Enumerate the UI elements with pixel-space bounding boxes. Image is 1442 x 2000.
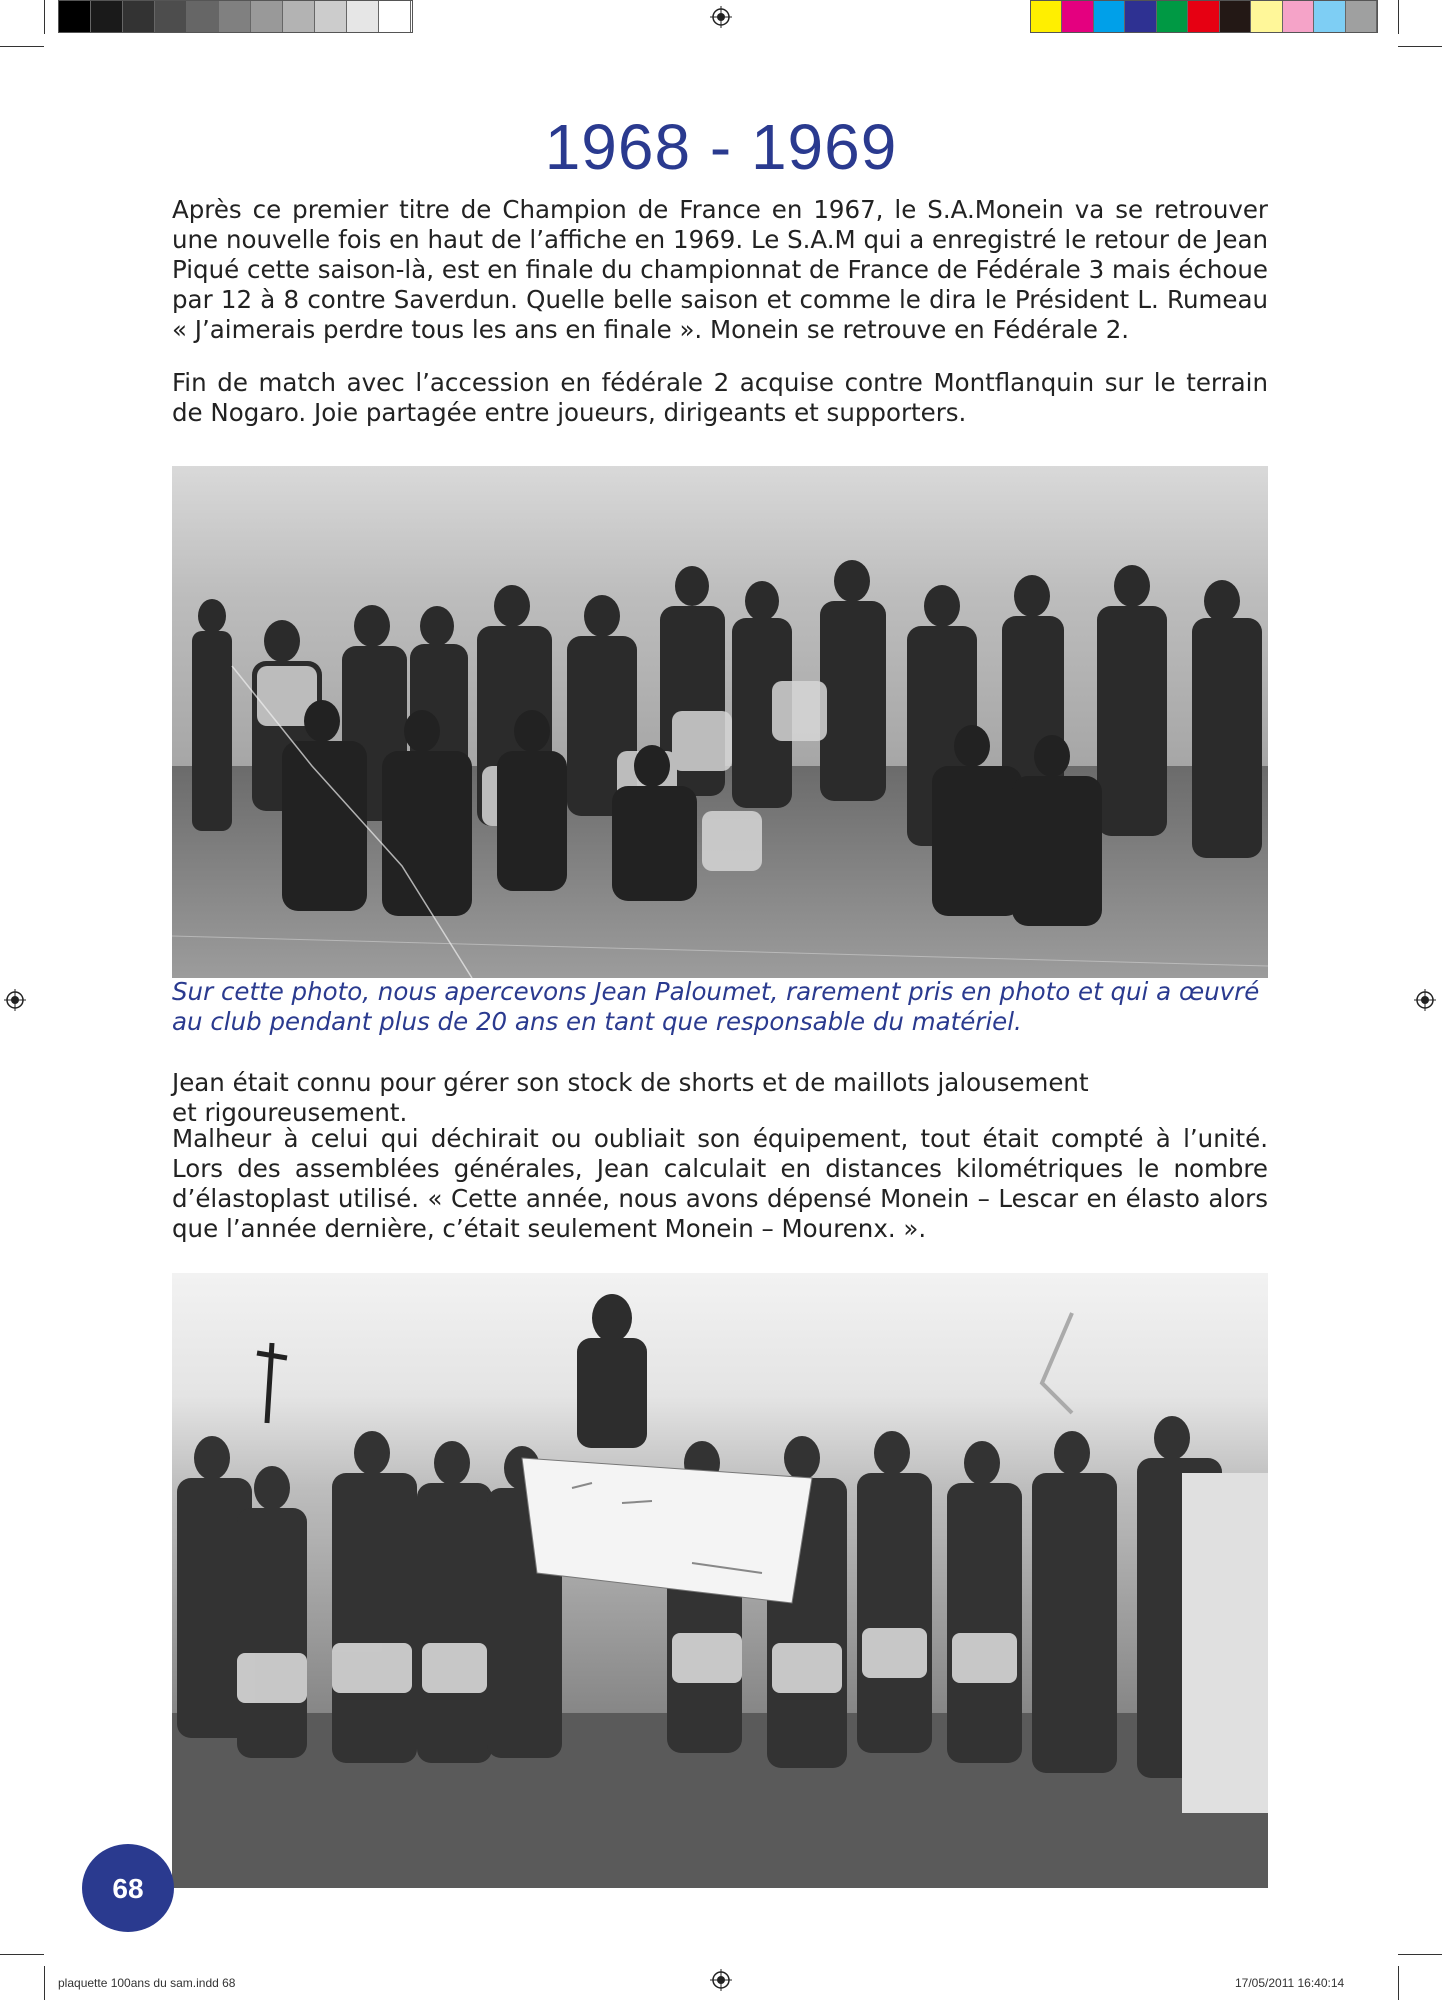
crop-mark (44, 0, 45, 34)
gray-swatch (91, 1, 123, 32)
crop-mark (1398, 1954, 1442, 1955)
page-number: 68 (112, 1873, 144, 1904)
crop-mark (1398, 0, 1399, 34)
gray-swatch (187, 1, 219, 32)
gray-swatch (155, 1, 187, 32)
players-carrying-banner-photo (172, 1273, 1268, 1888)
gray-swatch (219, 1, 251, 32)
gray-swatch (283, 1, 315, 32)
gray-swatch (123, 1, 155, 32)
color-swatch (1062, 1, 1093, 32)
gray-swatch (251, 1, 283, 32)
crop-mark (1398, 46, 1442, 47)
jean-paragraph: Jean était connu pour gérer son stock de shorts et de maillots jalousement et rigoureusement. (172, 1068, 1089, 1127)
malheur-paragraph: Malheur à celui qui déchirait ou oubliait son équipement, tout était compté à l’unité. Lors des assemblées générales, Jean calculait en distances kilométriques le nombre d’élastoplast utilisé. « Cette année, nous avons dépensé Monein – Lescar en élasto alors que l’année dernière, c’était seulement Monein – Mourenx. ». (172, 1124, 1268, 1243)
color-swatch (1031, 1, 1062, 32)
page-title: 1968 - 1969 (544, 111, 898, 183)
grayscale-color-bar (58, 0, 413, 33)
color-swatch (1346, 1, 1377, 32)
color-swatch (1283, 1, 1314, 32)
registration-mark-icon (710, 6, 732, 28)
footer-timestamp: 17/05/2011 16:40:14 (1235, 1976, 1345, 1990)
cmyk-color-bar (1030, 0, 1378, 33)
crop-mark (0, 46, 44, 47)
gray-swatch (347, 1, 379, 32)
match-paragraph: Fin de match avec l’accession en fédérale 2 acquise contre Montflanquin sur le terrain de Nogaro. Joie partagée entre joueurs, dirigeants et supporters. (172, 368, 1268, 427)
crop-mark (1398, 1966, 1399, 2000)
gray-swatch (379, 1, 411, 32)
footer-filename: plaquette 100ans du sam.indd 68 (58, 1976, 236, 1990)
crop-mark (44, 1966, 45, 2000)
color-swatch (1251, 1, 1282, 32)
color-swatch (1220, 1, 1251, 32)
intro-paragraph: Après ce premier titre de Champion de France en 1967, le S.A.Monein va se retrouver une nouvelle fois en haut de l’affiche en 1969. Le S.A.M qui a enregistré le retour de Jean Piqué cette saison-là, est en finale du championnat de France de Fédérale 3 mais échoue par 12 à 8 contre Saverdun. Quelle belle saison et comme le dira le Président L. Rumeau « J’aimerais perdre tous les ans en finale ». Monein se retrouve en Fédérale 2. (172, 195, 1268, 344)
color-swatch (1188, 1, 1219, 32)
color-swatch (1314, 1, 1345, 32)
registration-mark-icon (4, 989, 26, 1011)
registration-mark-icon (710, 1969, 732, 1991)
team-celebration-photo (172, 466, 1268, 978)
color-swatch (1157, 1, 1188, 32)
registration-mark-icon (1414, 989, 1436, 1011)
color-swatch (1094, 1, 1125, 32)
photo-caption: Sur cette photo, nous apercevons Jean Paloumet, rarement pris en photo et qui a œuvré au club pendant plus de 20 ans en tant que responsable du matériel. (172, 977, 1260, 1036)
color-swatch (1125, 1, 1156, 32)
gray-swatch (315, 1, 347, 32)
crop-mark (0, 1954, 44, 1955)
gray-swatch (59, 1, 91, 32)
